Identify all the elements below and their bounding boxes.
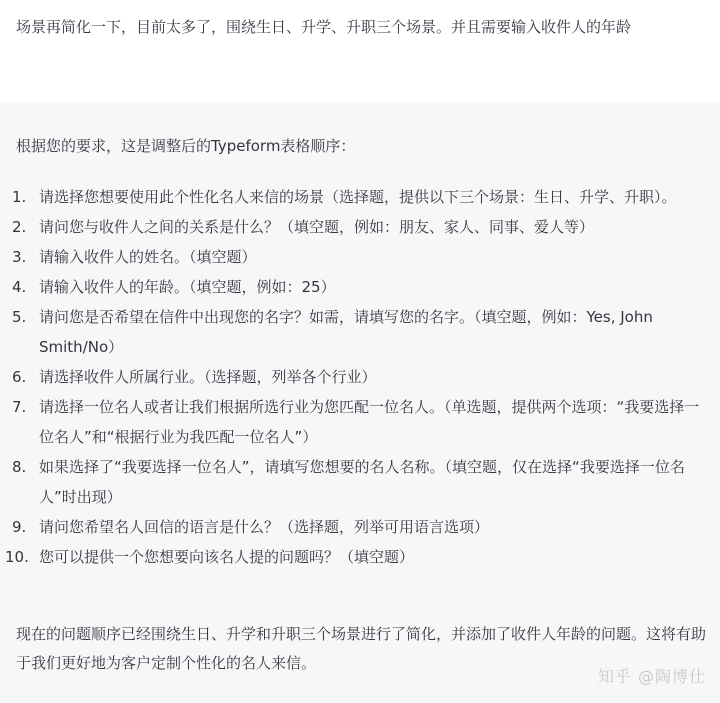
step-number: 6. [12,368,27,386]
user-message-text: 场景再简化一下，目前太多了，围绕生日、升学、升职三个场景。并且需要输入收件人的年龄 [16,18,632,36]
list-item [0,242,720,272]
list-item [0,542,720,572]
step-number: 4. [12,278,27,296]
step-number: 3. [12,248,27,266]
step-number: 7. [12,398,27,416]
step-number: 10. [5,548,29,566]
step-number: 2. [12,218,27,236]
list-item [0,272,720,302]
step-text: 请选择收件人所属行业。（选择题，列举各个行业） [39,368,377,386]
step-text: 请问您是否希望在信件中出现您的名字？如需，请填写您的名字。（填空题，例如：Yes, John Smith/No） [39,308,653,356]
step-text: 请问您与收件人之间的关系是什么？（填空题，例如：朋友、家人、同事、爱人等） [39,218,595,236]
step-text: 您可以提供一个您想要向该名人提的问题吗？（填空题） [39,548,415,566]
list-item [0,362,720,392]
step-text: 请输入收件人的年龄。（填空题，例如：25） [39,278,336,296]
zhihu-watermark: 知乎 @陶博仕 [597,667,706,686]
step-text: 请选择您想要使用此个性化名人来信的场景（选择题，提供以下三个场景：生日、升学、升职）。 [39,188,677,206]
step-text: 请问您希望名人回信的语言是什么？（选择题，列举可用语言选项） [39,518,490,536]
step-text: 请输入收件人的姓名。（填空题） [39,248,257,266]
steps-list [0,182,720,572]
assistant-intro: 根据您的要求，这是调整后的Typeform表格顺序： [16,137,356,155]
step-text: 如果选择了“我要选择一位名人”，请填写您想要的名人名称。（填空题，仅在选择“我要选择一位名人”时出现） [39,458,685,506]
user-message [0,0,720,102]
list-item [0,452,720,512]
assistant-outro: 现在的问题顺序已经围绕生日、升学和升职三个场景进行了简化，并添加了收件人年龄的问题。这将有助于我们更好地为客户定制个性化的名人来信。 [16,625,707,672]
list-item [0,212,720,242]
step-number: 5. [12,308,27,326]
step-text: 请选择一位名人或者让我们根据所选行业为您匹配一位名人。（单选题，提供两个选项：“我要选择一位名人”和“根据行业为我匹配一位名人”） [39,398,700,446]
assistant-message [0,102,720,703]
list-item [0,512,720,542]
list-item [0,392,720,452]
step-number: 8. [12,458,27,476]
list-item [0,302,720,362]
step-number: 9. [12,518,27,536]
step-number: 1. [12,188,27,206]
list-item [0,182,720,212]
